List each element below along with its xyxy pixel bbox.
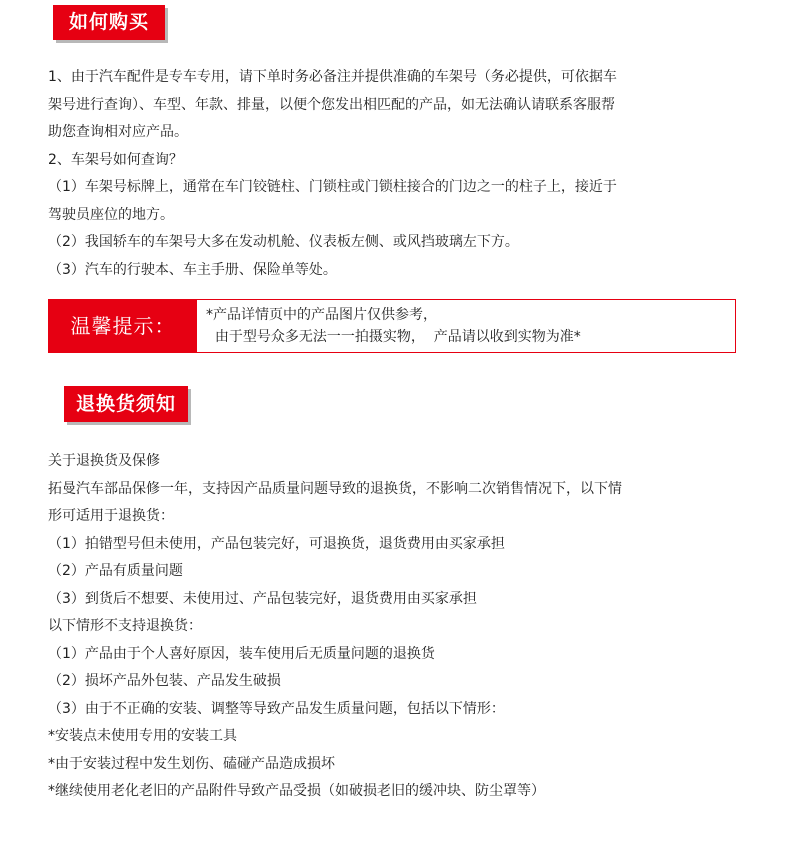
return-line-1: 关于退换货及保修 bbox=[48, 453, 160, 469]
return-line-5: （2）产品有质量问题 bbox=[48, 563, 183, 579]
warm-tip-box bbox=[48, 299, 736, 353]
buy-line-1: 1、由于汽车配件是专车专用，请下单时务必备注并提供准确的车架号（务必提供，可依据车 bbox=[48, 69, 617, 85]
buy-line-7: （2）我国轿车的车架号大多在发动机舱、仪表板左侧、或风挡玻璃左下方。 bbox=[48, 234, 519, 250]
buy-line-2: 架号进行查询）、车型、年款、排量，以便个您发出相匹配的产品，如无法确认请联系客服帮 bbox=[48, 96, 615, 113]
return-line-3: 形可适用于退换货： bbox=[48, 508, 174, 524]
how-to-buy-title: 如何购买 bbox=[53, 5, 165, 40]
return-line-13: *继续使用老化老旧的产品附件导致产品受损（如破损老旧的缓冲块、防尘罩等） bbox=[48, 783, 545, 799]
return-line-2: 拓曼汽车部品保修一年，支持因产品质量问题导致的退换货，不影响二次销售情况下，以下情 bbox=[48, 480, 622, 497]
tip-line-1: *产品详情页中的产品图片仅供参考， bbox=[206, 307, 437, 323]
buy-line-4: 2、车架号如何查询？ bbox=[48, 151, 183, 168]
return-line-12: *由于安装过程中发生划伤、磕碰产品造成损坏 bbox=[48, 755, 335, 772]
return-line-11: *安装点未使用专用的安装工具 bbox=[48, 728, 237, 744]
return-line-8: （1）产品由于个人喜好原因，装车使用后无质量问题的退换货 bbox=[48, 645, 435, 662]
return-policy-title: 退换货须知 bbox=[64, 386, 188, 422]
return-line-6: （3）到货后不想要、未使用过、产品包装完好，退货费用由买家承担 bbox=[48, 590, 477, 607]
warm-tip-label: 温馨提示： bbox=[49, 300, 197, 352]
return-policy-content bbox=[48, 448, 748, 806]
return-line-4: （1）拍错型号但未使用，产品包装完好，可退换货，退货费用由买家承担 bbox=[48, 535, 505, 552]
how-to-buy-content bbox=[48, 64, 748, 284]
buy-line-8: （3）汽车的行驶本、车主手册、保险单等处。 bbox=[48, 261, 337, 278]
buy-line-3: 助您查询相对应产品。 bbox=[48, 124, 188, 140]
tip-line-2: 由于型号众多无法一一拍摄实物， 产品请以收到实物为准* bbox=[206, 329, 581, 345]
buy-line-5: （1）车架号标牌上，通常在车门铰链柱、门锁柱或门锁柱接合的门边之一的柱子上，接近于 bbox=[48, 179, 617, 195]
buy-line-6: 驾驶员座位的地方。 bbox=[48, 206, 174, 223]
warm-tip-text bbox=[206, 304, 581, 348]
return-line-10: （3）由于不正确的安装、调整等导致产品发生质量问题，包括以下情形： bbox=[48, 700, 505, 717]
return-line-9: （2）损坏产品外包装、产品发生破损 bbox=[48, 673, 281, 689]
return-line-7: 以下情形不支持退换货： bbox=[48, 618, 202, 634]
